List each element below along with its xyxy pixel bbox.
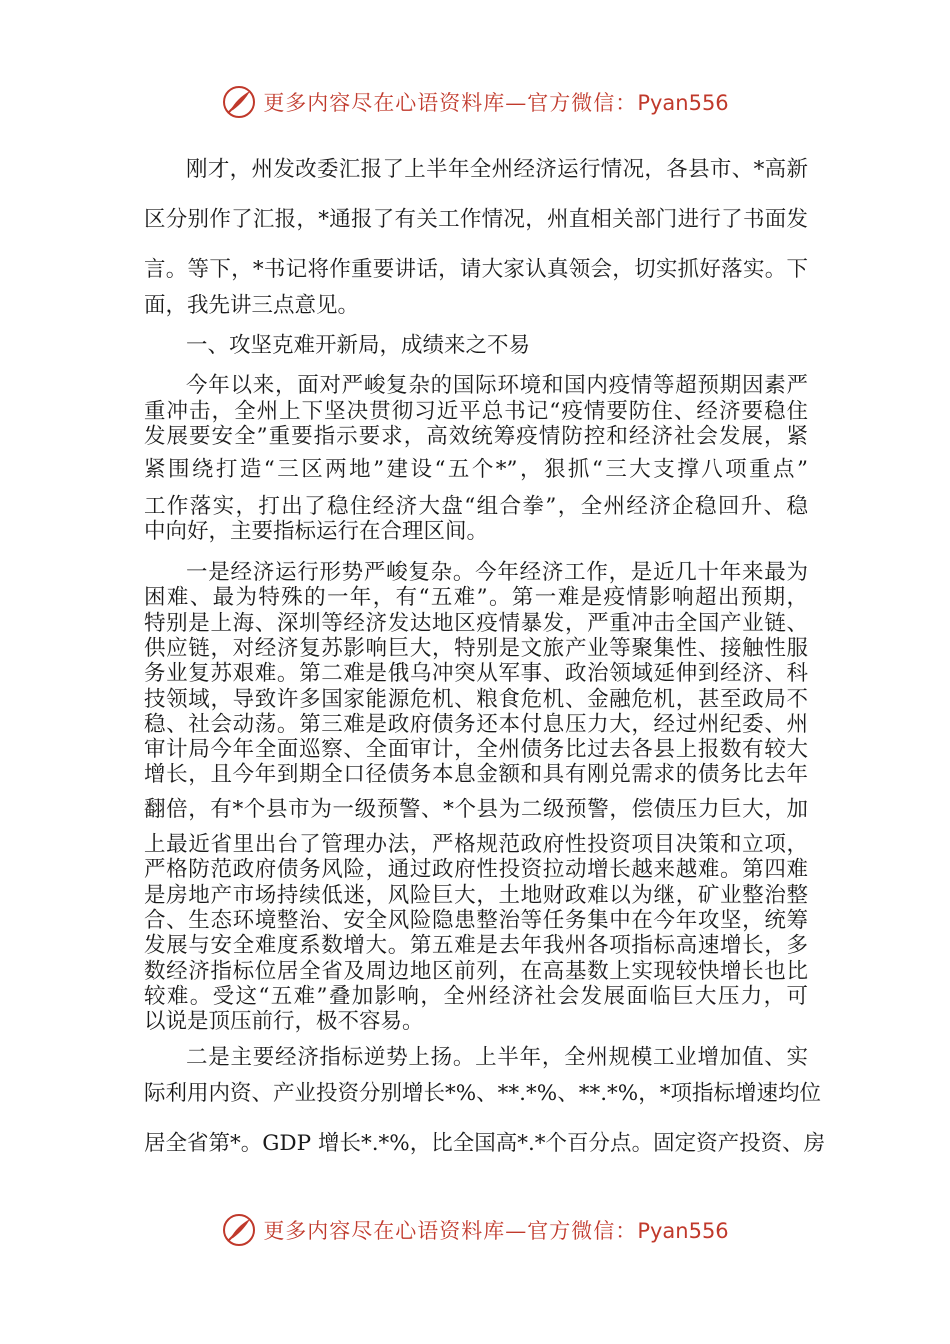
quill-logo-icon xyxy=(221,1212,257,1248)
text-line: 居全省第*。GDP 增长*.*%，比全国高*.*个百分点。固定资产投资、房 xyxy=(144,1131,826,1156)
text-line: 刚才，州发改委汇报了上半年全州经济运行情况，各县市、*高新 xyxy=(186,157,808,182)
text-line: 一是经济运行形势严峻复杂。今年经济工作，是近几十年来最为 xyxy=(186,560,808,585)
text-line: 紧围绕打造“三区两地”建设“五个*”，狠抓“三大支撑八项重点” xyxy=(144,457,808,482)
banner-text: 更多内容尽在心语资料库—官方微信：Pyan556 xyxy=(263,1219,729,1243)
text-line: 今年以来，面对严峻复杂的国际环境和国内疫情等超预期因素严 xyxy=(186,373,808,398)
text-line: 数经济指标位居全省及周边地区前列，在高基数上实现较快增长也比 xyxy=(144,959,808,984)
text-line: 中向好，主要指标运行在合理区间。 xyxy=(144,519,489,544)
text-line: 二是主要经济指标逆势上扬。上半年，全州规模工业增加值、实 xyxy=(186,1045,808,1070)
text-line: 翻倍，有*个县市为一级预警、*个县为二级预警，偿债压力巨大，加 xyxy=(144,797,808,822)
text-line: 合、生态环境整治、安全风险隐患整治等任务集中在今年攻坚，统筹 xyxy=(144,908,808,933)
quill-logo-icon xyxy=(221,84,257,120)
text-line: 言。等下，*书记将作重要讲话，请大家认真领会，切实抓好落实。下 xyxy=(144,257,808,282)
text-line: 稳、社会动荡。第三难是政府债务还本付息压力大，经过州纪委、州 xyxy=(144,712,808,737)
text-line: 严格防范政府债务风险，通过政府性投资拉动增长越来越难。第四难 xyxy=(144,857,808,882)
header-banner xyxy=(0,82,950,122)
banner-text: 更多内容尽在心语资料库—官方微信：Pyan556 xyxy=(263,91,729,115)
text-line: 发展与安全难度系数增大。第五难是去年我州各项指标高速增长，多 xyxy=(144,933,808,958)
text-line: 重冲击，全州上下坚决贯彻习近平总书记“疫情要防住、经济要稳住 xyxy=(144,399,808,424)
text-line: 工作落实，打出了稳住经济大盘“组合拳”，全州经济企稳回升、稳 xyxy=(144,494,808,519)
text-line: 技领域，导致许多国家能源危机、粮食危机、金融危机，甚至政局不 xyxy=(144,687,808,712)
text-line: 增长，且今年到期全口径债务本息金额和具有刚兑需求的债务比去年 xyxy=(144,762,808,787)
text-line: 际利用内资、产业投资分别增长*%、**.*%、**.*%，*项指标增速均位 xyxy=(144,1081,821,1106)
footer-banner xyxy=(0,1210,950,1250)
text-line: 上最近省里出台了管理办法，严格规范政府性投资项目决策和立项， xyxy=(144,832,808,857)
text-line: 供应链，对经济复苏影响巨大，特别是文旅产业等聚集性、接触性服 xyxy=(144,636,808,661)
text-line: 区分别作了汇报，*通报了有关工作情况，州直相关部门进行了书面发 xyxy=(144,207,808,232)
text-line: 以说是顶压前行，极不容易。 xyxy=(144,1009,424,1034)
text-line: 是房地产市场持续低迷，风险巨大，土地财政难以为继，矿业整治整 xyxy=(144,883,808,908)
text-line: 审计局今年全面巡察、全面审计，全州债务比过去各县上报数有较大 xyxy=(144,737,808,762)
text-line: 较难。受这“五难”叠加影响，全州经济社会发展面临巨大压力，可 xyxy=(144,984,808,1009)
text-line: 务业复苏艰难。第二难是俄乌冲突从军事、政治领域延伸到经济、科 xyxy=(144,661,808,686)
text-line: 发展要安全”重要指示要求，高效统筹疫情防控和经济社会发展，紧 xyxy=(144,424,808,449)
section-heading: 一、攻坚克难开新局，成绩来之不易 xyxy=(186,333,531,358)
text-line: 面，我先讲三点意见。 xyxy=(144,293,360,318)
text-line: 特别是上海、深圳等经济发达地区疫情暴发，严重冲击全国产业链、 xyxy=(144,611,808,636)
text-line: 困难、最为特殊的一年，有“五难”。第一难是疫情影响超出预期， xyxy=(144,585,808,610)
